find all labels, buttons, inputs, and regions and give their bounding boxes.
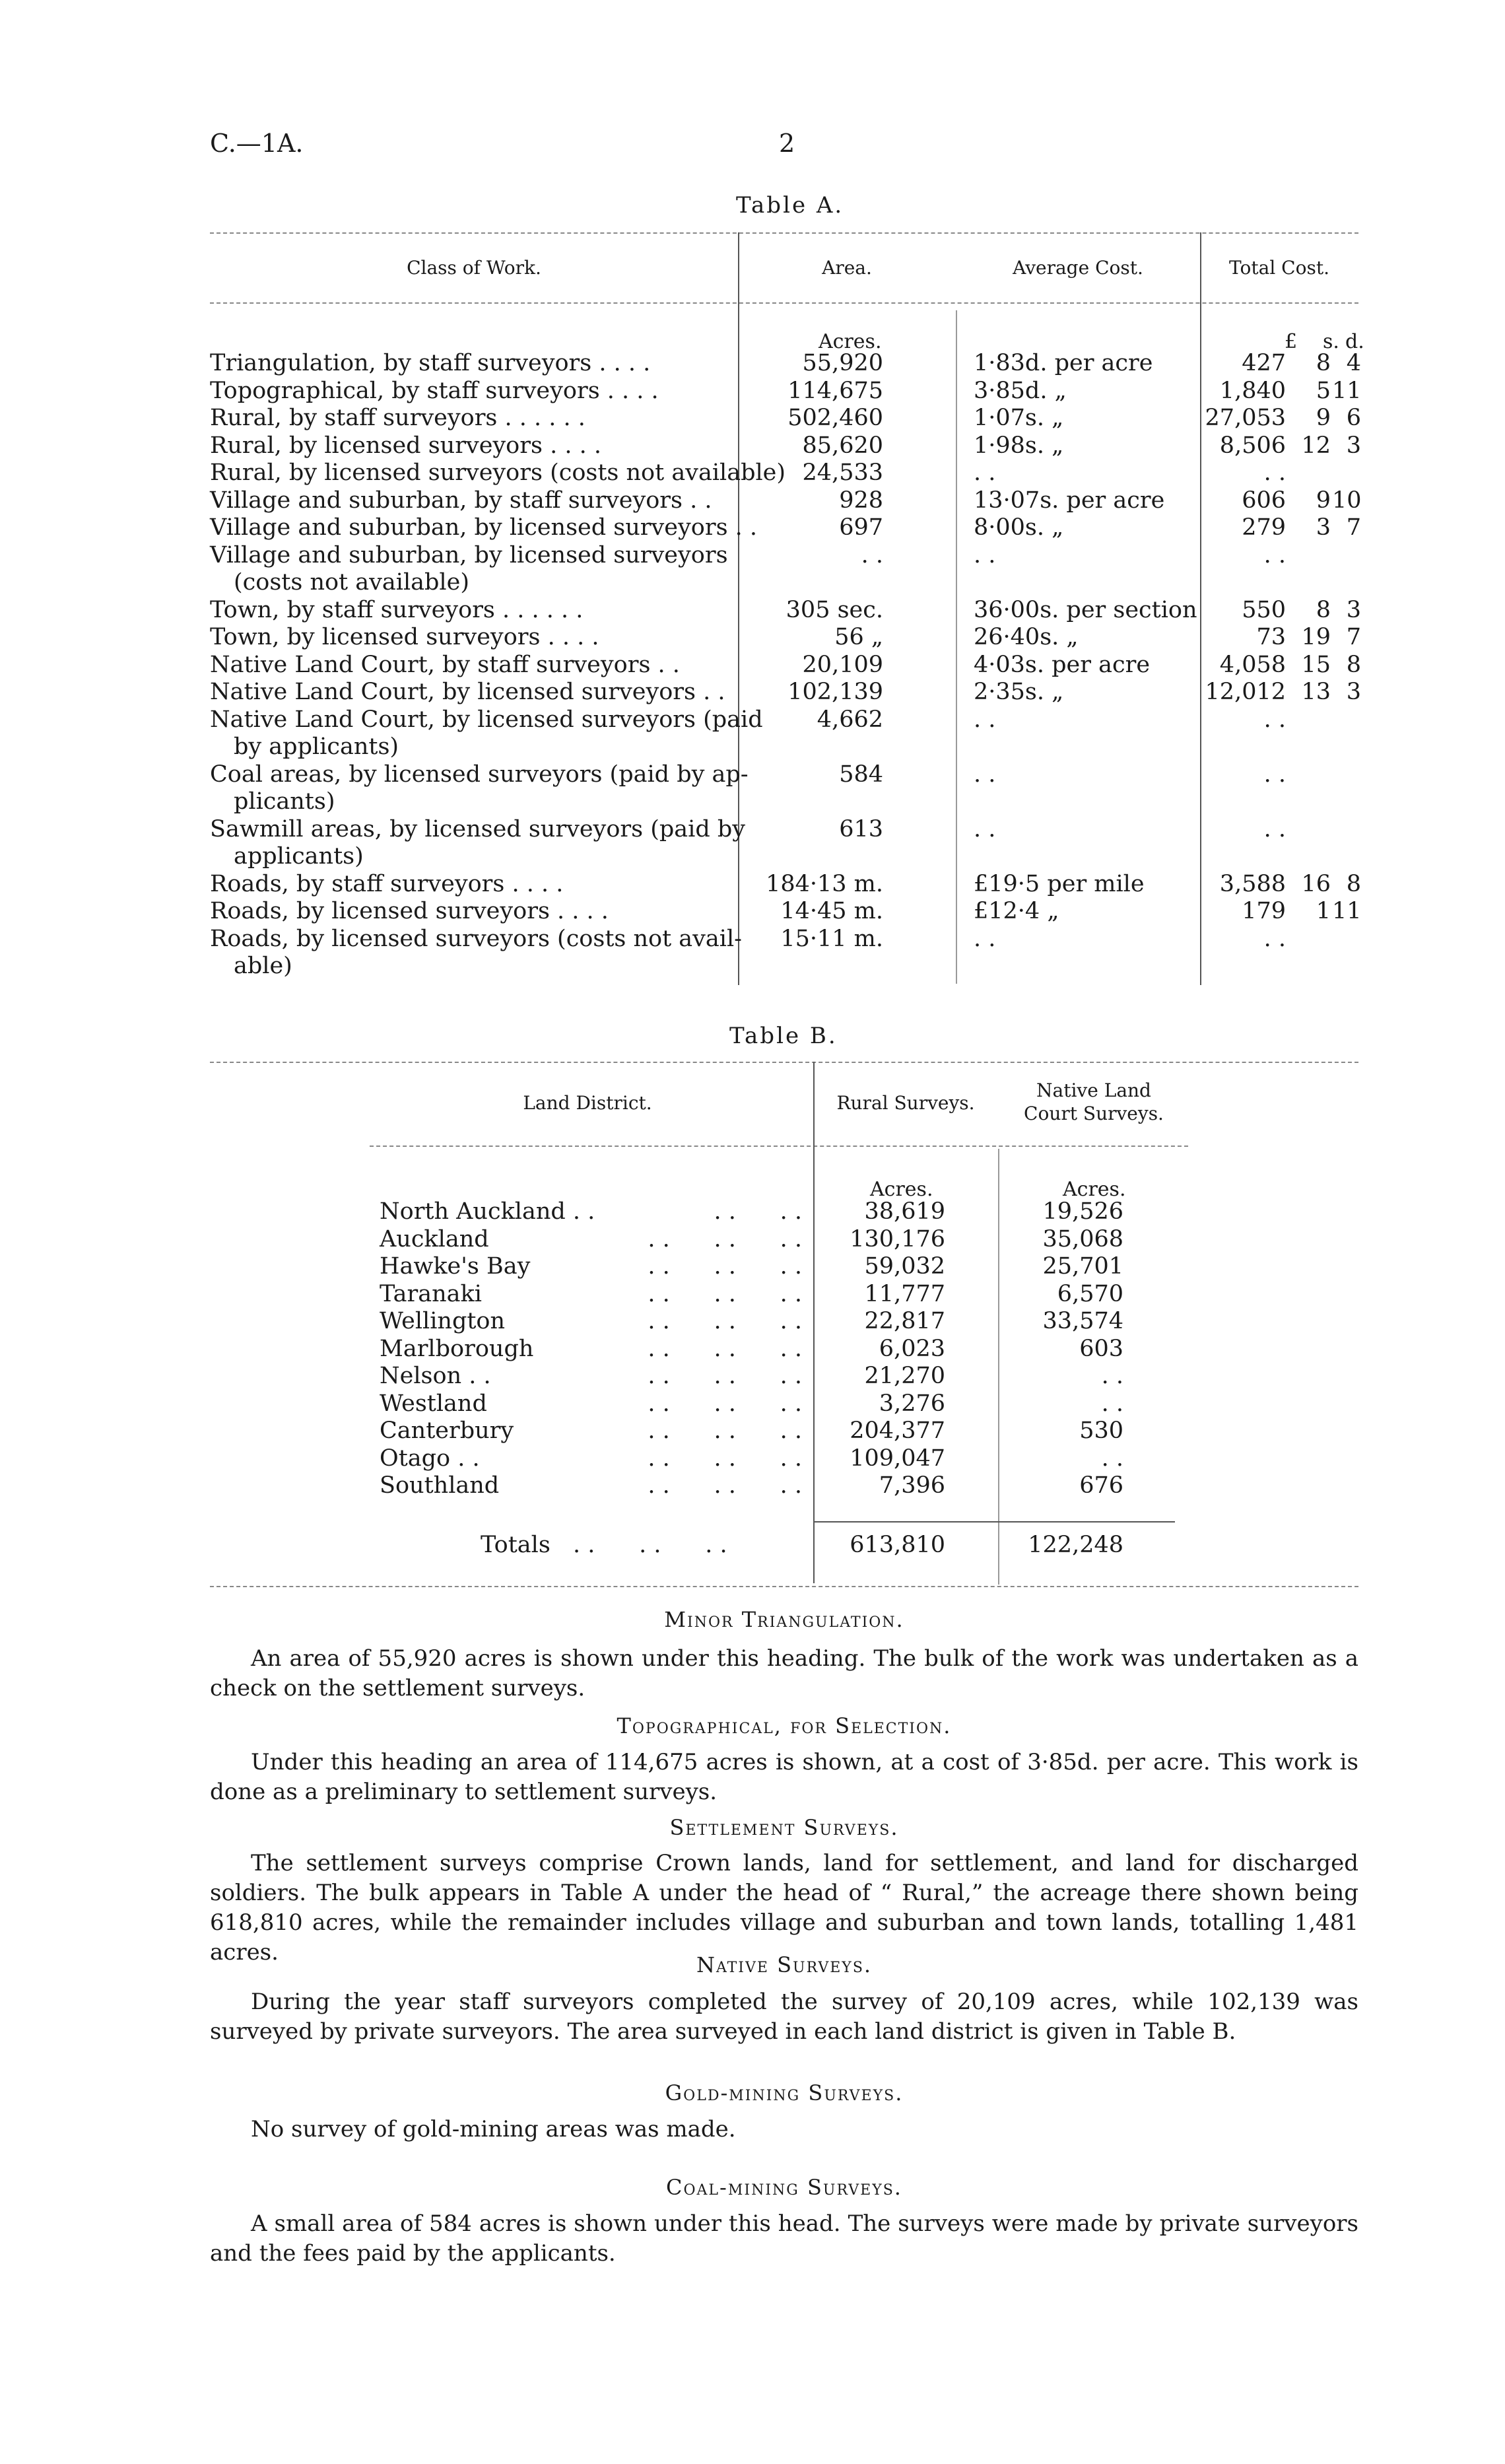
table-b-header-native-2: Court Surveys. bbox=[1024, 1103, 1164, 1124]
table-a-row-label: applicants) bbox=[234, 843, 364, 870]
table-a-row-label: able) bbox=[234, 953, 292, 979]
table-b-header-rural: Rural Surveys. bbox=[836, 1092, 975, 1114]
table-b-totals-dots: . . . . . . bbox=[573, 1532, 727, 1558]
table-a-row-pence: 7 bbox=[1346, 624, 1361, 650]
table-a-header-rule bbox=[210, 302, 1358, 304]
table-a-row-area: 14·45 m. bbox=[780, 898, 883, 924]
table-a-row-area: 613 bbox=[839, 815, 883, 842]
table-a-row-avg: 26·40s. „ bbox=[974, 624, 1079, 650]
table-a-row-label: Sawmill areas, by licensed surveyors (paid by bbox=[210, 815, 746, 842]
table-a-row-shillings: 8 bbox=[1316, 596, 1331, 623]
table-b-row-rural: 7,396 bbox=[879, 1472, 945, 1499]
table-a-row-label: plicants) bbox=[234, 788, 335, 815]
section-heading: Gold-mining Surveys. bbox=[665, 2080, 904, 2105]
table-a-row-shillings: 19 bbox=[1301, 624, 1331, 650]
table-a-row-label: Town, by staff surveyors . . . . . . bbox=[210, 596, 584, 623]
table-a-row-shillings: 15 bbox=[1301, 651, 1331, 678]
table-a-row-area: 928 bbox=[839, 487, 883, 514]
table-a-row-area: 85,620 bbox=[802, 432, 883, 459]
table-a-row-area: 56 „ bbox=[834, 624, 883, 650]
table-b-row-rural: 204,377 bbox=[850, 1418, 945, 1444]
table-a-row-pounds: 1,840 bbox=[1219, 377, 1286, 404]
table-a-row-pounds: 73 bbox=[1256, 624, 1286, 650]
table-a-row-shillings: 8 bbox=[1316, 350, 1331, 376]
table-a-row-avg: £19·5 per mile bbox=[974, 870, 1145, 897]
table-a-row-avg: 4·03s. per acre bbox=[974, 651, 1151, 678]
table-a-unit-acres: Acres. bbox=[819, 330, 882, 353]
table-b-caption: Table B. bbox=[729, 1023, 838, 1049]
table-a-row-label: Rural, by licensed surveyors (costs not available) bbox=[210, 460, 786, 486]
table-b-row-rural: 6,023 bbox=[879, 1335, 945, 1362]
table-b-row-rural: 11,777 bbox=[864, 1280, 945, 1307]
table-a-row-label: Roads, by licensed surveyors . . . . bbox=[210, 898, 609, 924]
table-b-row-native: . . bbox=[1101, 1445, 1123, 1472]
table-a-row-avg: 2·35s. „ bbox=[974, 679, 1064, 705]
table-a-row-pounds: 179 bbox=[1242, 898, 1286, 924]
table-a-row-label: Coal areas, by licensed surveyors (paid by ap- bbox=[210, 761, 749, 788]
table-b-row-dots: . . . . . . bbox=[648, 1225, 802, 1252]
table-b-row-native: . . bbox=[1101, 1363, 1123, 1389]
page-number: 2 bbox=[779, 129, 795, 158]
section-heading: Coal-mining Surveys. bbox=[666, 2175, 902, 2200]
table-a-row-label: Native Land Court, by staff surveyors . . bbox=[210, 651, 680, 678]
table-b-row-native: 603 bbox=[1079, 1335, 1123, 1362]
table-b-row-district: Marlborough bbox=[380, 1335, 534, 1362]
table-a-row-pounds: . . bbox=[1263, 541, 1286, 568]
table-b-row-rural: 22,817 bbox=[864, 1308, 945, 1334]
table-a-row-pounds: 27,053 bbox=[1205, 405, 1286, 431]
table-b-top-rule bbox=[210, 1062, 1358, 1063]
table-a-row-shillings: 3 bbox=[1316, 514, 1331, 541]
table-a-row-area: 55,920 bbox=[802, 350, 883, 376]
table-a-row-avg: 13·07s. per acre bbox=[974, 487, 1165, 514]
section-paragraph: An area of 55,920 acres is shown under this heading. The bulk of the work was undertaken as a check on the settlement surveys. bbox=[210, 1645, 1358, 1701]
table-a-row-pence: 6 bbox=[1346, 405, 1361, 431]
table-a-row-label: Village and suburban, by staff surveyors . . bbox=[210, 487, 712, 514]
table-a-row-avg: 1·83d. per acre bbox=[974, 350, 1153, 376]
table-b-row-rural: 109,047 bbox=[850, 1445, 945, 1472]
table-a-row-shillings: 9 bbox=[1316, 405, 1331, 431]
table-a-row-area: 584 bbox=[839, 761, 883, 788]
table-a-row-avg: 3·85d. „ bbox=[974, 377, 1067, 404]
table-a-row-avg: . . bbox=[974, 761, 996, 788]
section-heading: Topographical, for Selection. bbox=[617, 1713, 952, 1738]
table-a-row-pounds: 4,058 bbox=[1219, 651, 1286, 678]
table-b-row-rural: 59,032 bbox=[864, 1253, 945, 1280]
table-b-row-rural: 21,270 bbox=[864, 1363, 945, 1389]
table-a-row-label: Village and suburban, by licensed surveyors bbox=[210, 541, 728, 568]
section-heading: Native Surveys. bbox=[696, 1952, 873, 1977]
table-a-row-area: 15·11 m. bbox=[780, 925, 883, 952]
table-a-row-label: Native Land Court, by licensed surveyors (paid bbox=[210, 706, 763, 733]
table-a-row-pence: 4 bbox=[1346, 350, 1361, 376]
table-a-row-avg: . . bbox=[974, 541, 996, 568]
table-b-row-native: 530 bbox=[1079, 1418, 1123, 1444]
table-a-row-pounds: 12,012 bbox=[1205, 679, 1286, 705]
section-paragraph: The settlement surveys comprise Crown lands, land for settlement, and land for discharged soldiers. The bulk appears in Table A under the head of “ Rural,” the acreage there shown being 618,810 acres, while the remainder includes village and suburban and town lands, totalling 1,481 acres. bbox=[210, 1850, 1358, 1966]
table-b-row-native: 33,574 bbox=[1042, 1308, 1123, 1334]
table-a-row-pounds: 427 bbox=[1242, 350, 1286, 376]
table-b-row-dots: . . . . . . bbox=[648, 1445, 802, 1472]
table-a-row-label: Roads, by licensed surveyors (costs not avail- bbox=[210, 925, 743, 952]
table-a-row-shillings: 9 bbox=[1316, 487, 1331, 514]
section-paragraph: Under this heading an area of 114,675 acres is shown, at a cost of 3·85d. per acre. This work is done as a preliminary to settlement surveys. bbox=[210, 1749, 1358, 1805]
section-heading: Settlement Surveys. bbox=[669, 1815, 899, 1840]
table-b-row-rural: 38,619 bbox=[864, 1198, 945, 1225]
table-a-row-pounds: . . bbox=[1263, 706, 1286, 733]
table-a-row-pence: 8 bbox=[1346, 651, 1361, 678]
table-a-unit-pence: d. bbox=[1345, 330, 1364, 353]
table-a-row-avg: 1·98s. „ bbox=[974, 432, 1064, 459]
table-a-vrule-2 bbox=[956, 310, 957, 984]
table-a-row-area: 114,675 bbox=[787, 377, 883, 404]
table-b-row-dots: . . . . . . bbox=[648, 1253, 802, 1280]
table-a-row-avg: £12·4 „ bbox=[974, 898, 1059, 924]
table-b-row-dots: . . . . bbox=[714, 1198, 802, 1225]
table-b-row-native: 25,701 bbox=[1042, 1253, 1123, 1280]
table-a-row-area: 102,139 bbox=[787, 679, 883, 705]
table-b-row-district: Southland bbox=[380, 1472, 500, 1499]
table-b-header-rule bbox=[370, 1146, 1188, 1147]
table-a-row-pence: 3 bbox=[1346, 679, 1361, 705]
table-a-row-avg: . . bbox=[974, 815, 996, 842]
table-a-row-area: 4,662 bbox=[817, 706, 883, 733]
table-b-totals-native: 122,248 bbox=[1028, 1532, 1123, 1558]
table-b-bottom-rule bbox=[210, 1586, 1358, 1587]
table-a-row-shillings: 12 bbox=[1301, 432, 1331, 459]
table-b-row-district: Wellington bbox=[380, 1308, 506, 1334]
table-a-row-area: . . bbox=[861, 541, 883, 568]
table-b-row-dots: . . . . . . bbox=[648, 1363, 802, 1389]
table-a-row-pence: 11 bbox=[1332, 377, 1362, 404]
table-a-row-label: Rural, by licensed surveyors . . . . bbox=[210, 432, 601, 459]
section-paragraph: During the year staff surveyors completed the survey of 20,109 acres, while 102,139 was surveyed by private surveyors. The area surveyed in each land district is given in Table B. bbox=[210, 1989, 1358, 2045]
table-b-header-native-1: Native Land bbox=[1036, 1079, 1151, 1101]
table-b-row-district: Hawke's Bay bbox=[380, 1253, 531, 1280]
table-a-row-pounds: 279 bbox=[1242, 514, 1286, 541]
table-b-row-rural: 3,276 bbox=[879, 1390, 945, 1417]
table-a-row-area: 24,533 bbox=[802, 460, 883, 486]
table-a-caption: Table A. bbox=[736, 192, 844, 219]
table-b-row-dots: . . . . . . bbox=[648, 1418, 802, 1444]
table-a-row-avg: . . bbox=[974, 460, 996, 486]
table-b-row-district: North Auckland . . bbox=[380, 1198, 595, 1225]
table-a-row-pence: 8 bbox=[1346, 870, 1361, 897]
table-a-row-pounds: 550 bbox=[1242, 596, 1286, 623]
table-a-row-area: 184·13 m. bbox=[766, 870, 883, 897]
table-a-row-pence: 11 bbox=[1332, 898, 1362, 924]
table-a-unit-pounds: £ bbox=[1285, 330, 1298, 353]
table-a-row-pence: 3 bbox=[1346, 596, 1361, 623]
table-a-row-label: Topographical, by staff surveyors . . . . bbox=[210, 377, 659, 404]
table-b-unit-rural: Acres. bbox=[870, 1178, 933, 1201]
table-b-unit-native: Acres. bbox=[1063, 1178, 1126, 1201]
table-b-row-district: Auckland bbox=[380, 1225, 489, 1252]
table-a-row-pence: 7 bbox=[1346, 514, 1361, 541]
table-b-row-native: 35,068 bbox=[1042, 1225, 1123, 1252]
table-a-row-avg: 36·00s. per section bbox=[974, 596, 1197, 623]
table-a-row-pounds: . . bbox=[1263, 815, 1286, 842]
table-a-row-label: Triangulation, by staff surveyors . . . . bbox=[210, 350, 651, 376]
table-a-row-avg: 8·00s. „ bbox=[974, 514, 1064, 541]
table-a-row-avg: . . bbox=[974, 706, 996, 733]
table-a-header-avg: Average Cost. bbox=[1013, 257, 1143, 279]
section-paragraph: A small area of 584 acres is shown under this head. The surveys were made by private surveyors and the fees paid by the applicants. bbox=[210, 2210, 1358, 2267]
table-b-row-district: Taranaki bbox=[380, 1280, 482, 1307]
table-a-header-class: Class of Work. bbox=[407, 257, 541, 279]
table-a-row-shillings: 13 bbox=[1301, 679, 1331, 705]
table-a-row-area: 305 sec. bbox=[786, 596, 883, 623]
table-a-row-pence: 3 bbox=[1346, 432, 1361, 459]
page-ref: C.—1A. bbox=[210, 129, 304, 158]
section-heading: Minor Triangulation. bbox=[664, 1607, 904, 1632]
table-b-row-dots: . . . . . . bbox=[648, 1280, 802, 1307]
table-a-row-label: Town, by licensed surveyors . . . . bbox=[210, 624, 599, 650]
table-a-unit-shillings: s. bbox=[1323, 330, 1339, 353]
table-a-row-pounds: . . bbox=[1263, 761, 1286, 788]
table-a-row-area: 502,460 bbox=[787, 405, 883, 431]
table-b-row-rural: 130,176 bbox=[850, 1225, 945, 1252]
table-b-row-district: Otago . . bbox=[380, 1445, 480, 1472]
table-a-row-label: Native Land Court, by licensed surveyors . . bbox=[210, 679, 725, 705]
table-a-row-pounds: . . bbox=[1263, 460, 1286, 486]
table-a-row-pounds: 8,506 bbox=[1219, 432, 1286, 459]
table-a-row-label: (costs not available) bbox=[234, 569, 469, 596]
table-a-row-label: by applicants) bbox=[234, 734, 399, 760]
table-a-top-rule bbox=[210, 232, 1358, 234]
table-b-row-district: Nelson . . bbox=[380, 1363, 491, 1389]
table-a-row-label: Roads, by staff surveyors . . . . bbox=[210, 870, 564, 897]
table-a-row-shillings: 5 bbox=[1316, 377, 1331, 404]
table-b-row-dots: . . . . . . bbox=[648, 1472, 802, 1499]
table-b-row-native: . . bbox=[1101, 1390, 1123, 1417]
table-b-row-dots: . . . . . . bbox=[648, 1308, 802, 1334]
table-b-row-district: Westland bbox=[380, 1390, 487, 1417]
table-b-row-dots: . . . . . . bbox=[648, 1335, 802, 1362]
table-a-row-label: Rural, by staff surveyors . . . . . . bbox=[210, 405, 585, 431]
table-a-row-pounds: 606 bbox=[1242, 487, 1286, 514]
table-b-totals-label: Totals bbox=[481, 1532, 551, 1558]
table-a-row-area: 697 bbox=[839, 514, 883, 541]
table-b-row-district: Canterbury bbox=[380, 1418, 514, 1444]
table-a-row-pounds: . . bbox=[1263, 925, 1286, 952]
table-b-totals-rural: 613,810 bbox=[850, 1532, 945, 1558]
table-a-header-total: Total Cost. bbox=[1229, 257, 1329, 279]
table-a-header-area: Area. bbox=[822, 257, 872, 279]
table-a-row-area: 20,109 bbox=[802, 651, 883, 678]
table-b-totals-rule bbox=[813, 1521, 1175, 1523]
table-b-row-native: 19,526 bbox=[1042, 1198, 1123, 1225]
table-a-row-pence: 10 bbox=[1332, 487, 1362, 514]
table-b-row-native: 676 bbox=[1079, 1472, 1123, 1499]
table-a-row-shillings: 16 bbox=[1301, 870, 1331, 897]
table-b-header-district: Land District. bbox=[523, 1092, 652, 1114]
table-a-row-label: Village and suburban, by licensed surveyors . . bbox=[210, 514, 758, 541]
table-a-row-avg: 1·07s. „ bbox=[974, 405, 1064, 431]
table-b-row-dots: . . . . . . bbox=[648, 1390, 802, 1417]
section-paragraph: No survey of gold-mining areas was made. bbox=[251, 2116, 736, 2142]
table-b-row-native: 6,570 bbox=[1057, 1280, 1123, 1307]
table-a-row-shillings: 1 bbox=[1316, 898, 1331, 924]
table-a-row-avg: . . bbox=[974, 925, 996, 952]
table-a-row-pounds: 3,588 bbox=[1219, 870, 1286, 897]
